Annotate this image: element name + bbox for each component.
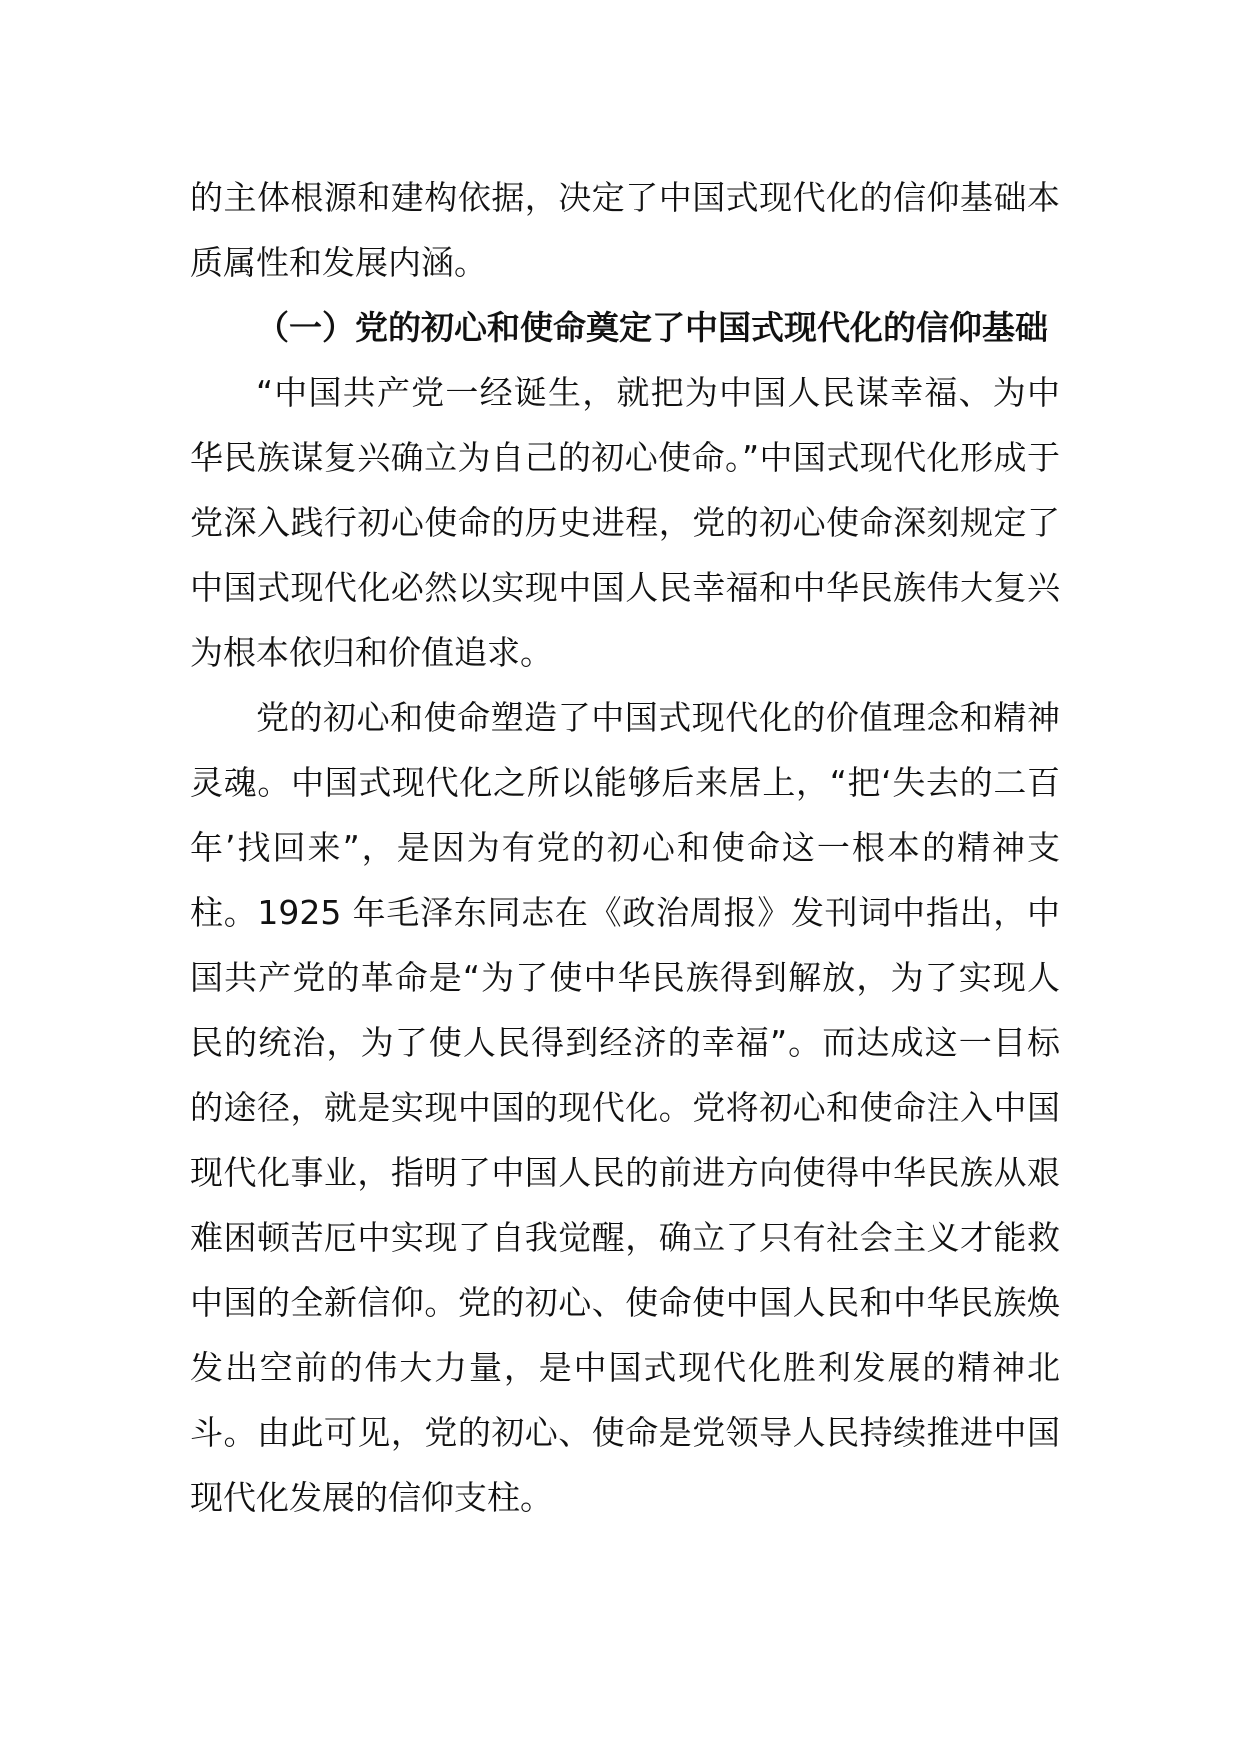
paragraph-quote: “中国共产党一经诞生，就把为中国人民谋幸福、为中华民族谋复兴确立为自己的初心使命。”中国式现代化形成于党深入践行初心使命的历史进程，党的初心使命深刻规定了中国式现代化必然以实现中国人民幸福和中华民族伟大复兴为根本依归和价值追求。	[190, 373, 1060, 672]
paragraph-body: 党的初心和使命塑造了中国式现代化的价值理念和精神灵魂。中国式现代化之所以能够后来居上，“把‘失去的二百年’找回来”，是因为有党的初心和使命这一根本的精神支柱。1925 年毛泽东同志在《政治周报》发刊词中指出，中国共产党的革命是“为了使中华民族得到解放，为了实现人民的统治，为了使人民得到经济的幸福”。而达成这一目标的途径，就是实现中国的现代化。党将初心和使命注入中国现代化事业，指明了中国人民的前进方向使得中华民族从艰难困顿苦厄中实现了自我觉醒，确立了只有社会主义才能救中国的全新信仰。党的初心、使命使中国人民和中华民族焕发出空前的伟大力量，是中国式现代化胜利发展的精神北斗。由此可见，党的初心、使命是党领导人民持续推进中国现代化发展的信仰支柱。	[190, 698, 1060, 1517]
document-page	[190, 165, 1060, 1530]
section-heading: （一）党的初心和使命奠定了中国式现代化的信仰基础	[256, 308, 1048, 347]
paragraph-continuation: 的主体根源和建构依据，决定了中国式现代化的信仰基础本质属性和发展内涵。	[190, 178, 1060, 282]
